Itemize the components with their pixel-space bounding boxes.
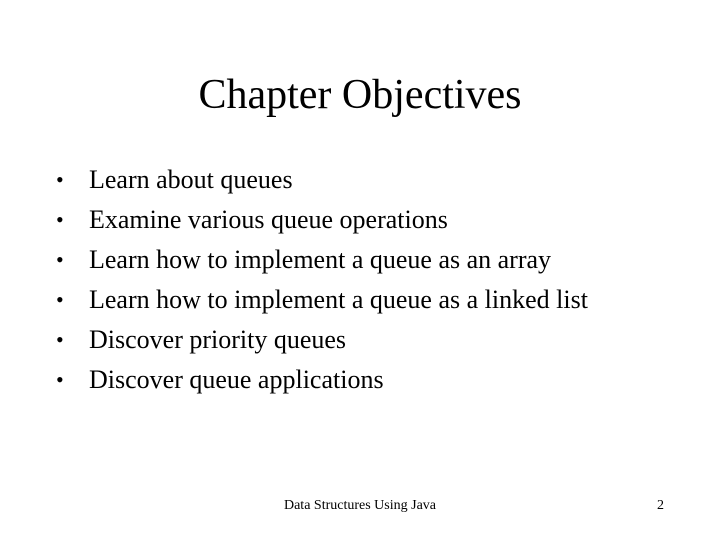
list-item-text: Learn how to implement a queue as an array: [89, 245, 552, 274]
slide-footer: Data Structures Using Java: [283, 498, 437, 513]
list-item: [56, 360, 676, 400]
bullet-icon: •: [56, 367, 64, 392]
bullet-icon: •: [56, 327, 64, 352]
list-item: [56, 320, 676, 360]
bullet-icon: •: [56, 167, 64, 192]
bullet-icon: •: [56, 287, 64, 312]
list-item-text: Learn how to implement a queue as a linked list: [89, 285, 588, 314]
list-item: [56, 240, 676, 280]
slide-title: Chapter Objectives: [198, 72, 522, 118]
list-item-text: Learn about queues: [89, 165, 293, 194]
list-item-text: Discover priority queues: [89, 325, 347, 354]
objectives-list: [56, 160, 676, 400]
list-item: [56, 280, 676, 320]
bullet-icon: •: [56, 247, 64, 272]
bullet-icon: •: [56, 207, 64, 232]
list-item-text: Discover queue applications: [89, 365, 384, 394]
page-number: 2: [657, 498, 664, 513]
list-item: [56, 200, 676, 240]
list-item: [56, 160, 676, 200]
list-item-text: Examine various queue operations: [89, 205, 448, 234]
